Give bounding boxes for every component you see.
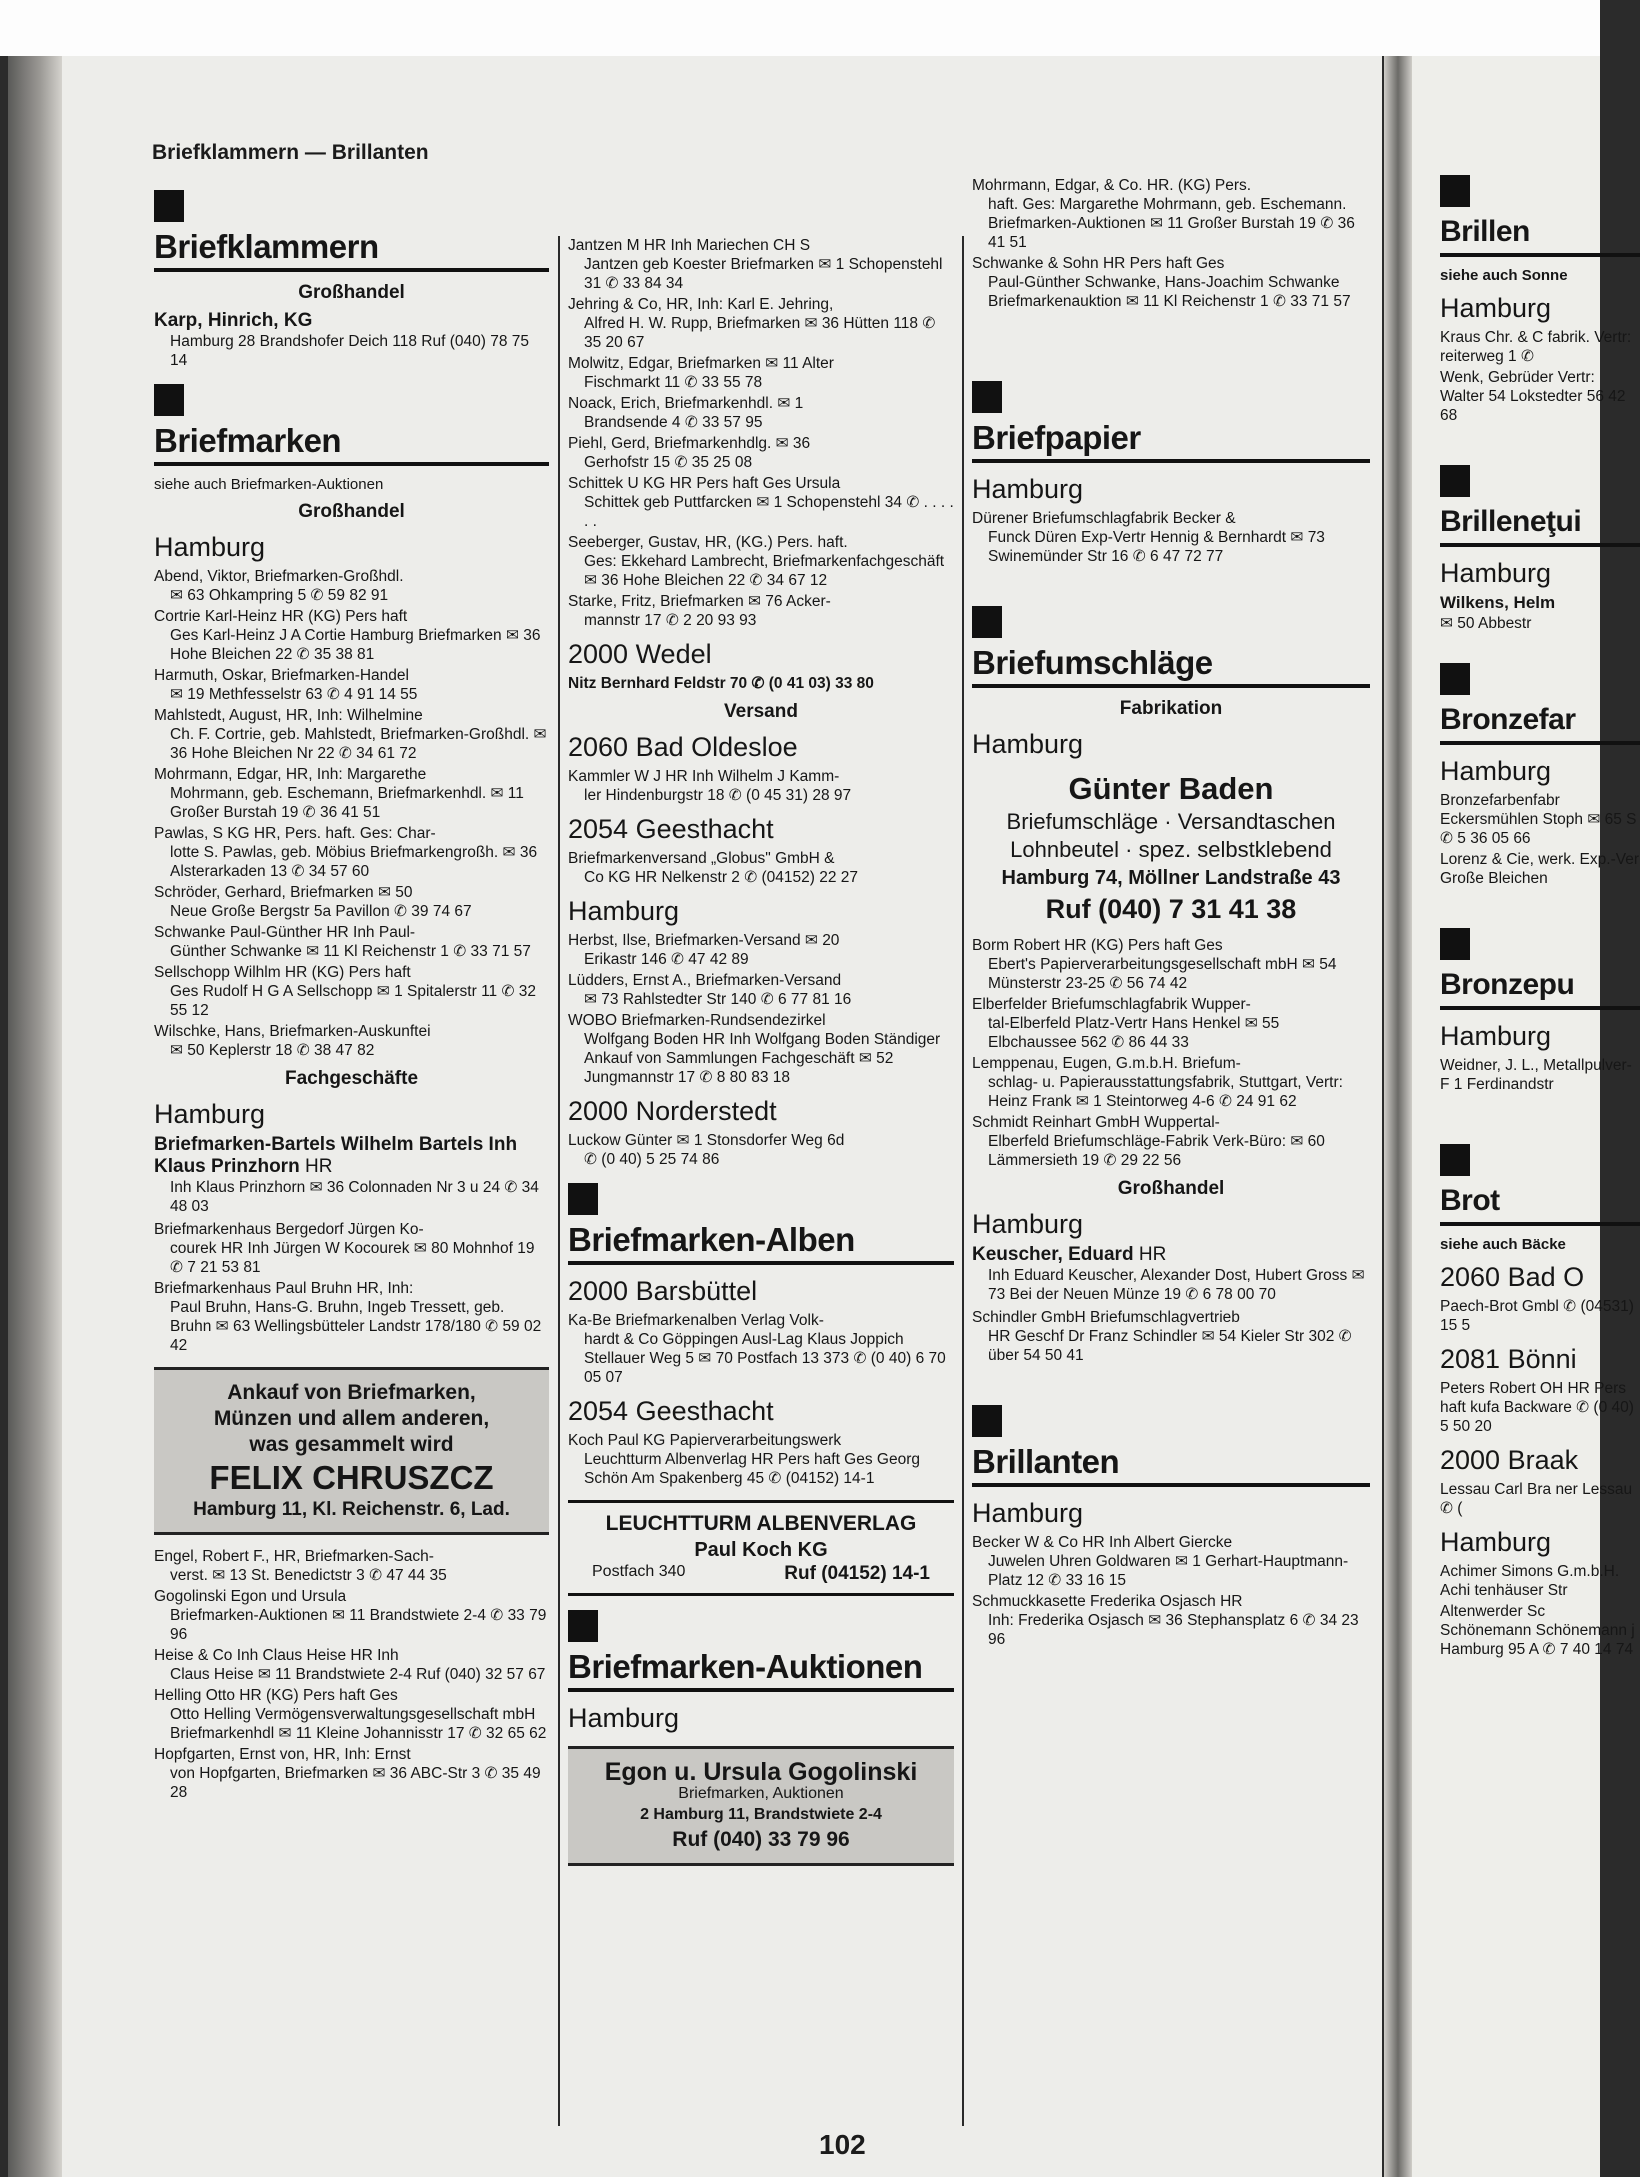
- scan-background: [0, 0, 1600, 56]
- listing-entry: Molwitz, Edgar, Briefmarken ✉ 11 Alter Fischmarkt 11 ✆ 33 55 78: [568, 355, 834, 391]
- cross-reference: siehe auch Bäcke: [1440, 1236, 1566, 1253]
- listing-entry: Borm Robert HR (KG) Pers haft Ges Ebert's Papierverarbeitungsgesellschaft mbH ✉ 54 Münsterstr 23-25 ✆ 56 74 42: [972, 937, 1337, 992]
- listing-entry: Heise & Co Inh Claus Heise HR Inh Claus Heise ✉ 11 Brandstwiete 2-4 Ruf (040) 32 57 67: [154, 1647, 546, 1683]
- listing-group: [568, 236, 954, 630]
- subheading: Großhandel: [298, 282, 405, 303]
- section-marker: [1440, 663, 1470, 695]
- listing-entry: Harmuth, Oskar, Briefmarken-Handel ✉ 19 Methfesselstr 63 ✆ 4 91 14 55: [154, 667, 418, 703]
- city-heading: Hamburg: [972, 474, 1084, 504]
- listing-entry: Wilschke, Hans, Briefmarken-Auskunftei ✉ 50 Keplerstr 18 ✆ 38 47 82: [154, 1023, 431, 1059]
- city-heading: 2000 Norderstedt: [568, 1096, 777, 1126]
- section-heading: Brillanten: [972, 1443, 1370, 1487]
- listing-group: [154, 567, 549, 1060]
- city-heading: Hamburg: [568, 1703, 680, 1733]
- subheading: Großhandel: [1117, 1178, 1225, 1199]
- section-marker: [1440, 1144, 1470, 1176]
- listing-entry: Becker W & Co HR Inh Albert Giercke Juwelen Uhren Goldwaren ✉ 1 Gerhart-Hauptmann-Platz 12 ✆ 33 16 15: [972, 1534, 1349, 1589]
- listing-entry: Paech-Brot Gmbl ✆ (04531) 15 5: [1440, 1298, 1634, 1334]
- cross-reference: siehe auch Sonne: [1440, 267, 1568, 284]
- city-heading: 2054 Geesthacht: [568, 814, 774, 844]
- listing-entry: Briefmarkenhaus Paul Bruhn HR, Inh: Paul Bruhn, Hans-G. Bruhn, Ingeb Tressett, geb. Bruhn ✉ 63 Wellingsbütteler Landstr 178/180 ✆ 59 02 42: [154, 1280, 542, 1354]
- city-heading: 2054 Geesthacht: [568, 1396, 774, 1426]
- city-heading: Hamburg: [1440, 293, 1552, 323]
- listing-entry: Schittek U KG HR Pers haft Ges Ursula Schittek geb Puttfarcken ✉ 1 Schopenstehl 34 ✆ . . . . . .: [568, 475, 954, 530]
- city-heading: Hamburg: [1440, 756, 1552, 786]
- city-heading: Hamburg: [972, 729, 1084, 759]
- advertisement-box: Ankauf von Briefmarken, Münzen und allem anderen, was gesammelt wird FELIX CHRUSZCZ Hamburg 11, Kl. Reichenstr. 6, Lad.: [154, 1367, 549, 1535]
- city-heading: Hamburg: [972, 1209, 1084, 1239]
- listing-entry: Sellschopp Wilhlm HR (KG) Pers haft Ges Rudolf H G A Sellschopp ✉ 1 Spitalerstr 11 ✆ 32 55 12: [154, 964, 537, 1019]
- subheading: Fabrikation: [1119, 698, 1223, 719]
- city-heading: Hamburg: [1440, 1527, 1552, 1557]
- listing-entry: Schwanke Paul-Günther HR Inh Paul- Günther Schwanke ✉ 11 Kl Reichenstr 1 ✆ 33 71 57: [154, 924, 531, 960]
- listing-group: [154, 1220, 549, 1355]
- listing-entry: Kammler W J HR Inh Wilhelm J Kamm- ler Hindenburgstr 18 ✆ (0 45 31) 28 97: [568, 768, 852, 804]
- listing-entry: ✉ 50 Abbestr: [1440, 615, 1532, 632]
- listing-entry: Pawlas, S KG HR, Pers. haft. Ges: Char- lotte S. Pawlas, geb. Möbius Briefmarkengroßh. ✉ 36 Alsterarkaden 13 ✆ 34 57 60: [154, 825, 538, 880]
- cross-reference: siehe auch Briefmarken-Auktionen: [154, 476, 384, 493]
- listing-entry: Jehring & Co, HR, Inh: Karl E. Jehring, Alfred H. W. Rupp, Briefmarken ✉ 36 Hütten 118 ✆ 35 20 67: [568, 296, 936, 351]
- listing-entry: Luckow Günter ✉ 1 Stonsdorfer Weg 6d ✆ (0 40) 5 25 74 86: [568, 1132, 845, 1168]
- listing-entry: Abend, Viktor, Briefmarken-Großhdl. ✉ 63 Ohkampring 5 ✆ 59 82 91: [154, 568, 404, 604]
- listing-entry: Schmuckkasette Frederika Osjasch HR Inh: Frederika Osjasch ✉ 36 Stephansplatz 6 ✆ 34 23 96: [972, 1593, 1359, 1648]
- listing-entry: Altenwerder Sc Schönemann Schönemann j Hamburg 95 A ✆ 7 40 14 74: [1440, 1603, 1635, 1658]
- city-heading: 2081 Bönni: [1440, 1344, 1577, 1374]
- listing-entry: Wilkens, Helm: [1440, 593, 1556, 612]
- listing-entry: Koch Paul KG Papierverarbeitungswerk Leuchtturm Albenverlag HR Pers haft Ges Georg Schön Am Spakenberg 45 ✆ (04152) 14-1: [568, 1432, 920, 1487]
- listing-entry: Cortrie Karl-Heinz HR (KG) Pers haft Ges Karl-Heinz J A Cortie Hamburg Briefmarken ✉ 36 Hohe Bleichen 22 ✆ 35 38 81: [154, 608, 541, 663]
- section-marker: [568, 1610, 598, 1642]
- column-4: [1440, 161, 1640, 1661]
- listing-entry: Herbst, Ilse, Briefmarken-Versand ✉ 20 Erikastr 146 ✆ 47 42 89: [568, 932, 840, 968]
- listing-entry: Seeberger, Gustav, HR, (KG.) Pers. haft. Ges: Ekkehard Lambrecht, Briefmarkenfachgeschäft ✉ 36 Hohe Bleichen 22 ✆ 34 67 12: [568, 534, 945, 589]
- listing-entry: Weidner, J. L., Metallpulver-F 1 Ferdinandstr: [1440, 1057, 1632, 1093]
- listing-entry: Piehl, Gerd, Briefmarkenhdlg. ✉ 36 Gerhofstr 15 ✆ 35 25 08: [568, 435, 811, 471]
- subheading: Großhandel: [298, 501, 405, 522]
- listing-entry: Helling Otto HR (KG) Pers haft Ges Otto Helling Vermögensverwaltungsgesellschaft mbH Briefmarkenhdl ✉ 11 Kleine Johannisstr 17 ✆ 32 65 62: [154, 1687, 547, 1742]
- listing-entry: Starke, Fritz, Briefmarken ✉ 76 Acker- mannstr 17 ✆ 2 20 93 93: [568, 593, 831, 629]
- listing-entry: Mohrmann, Edgar, & Co. HR. (KG) Pers. haft. Ges: Margarethe Mohrmann, geb. Eschemann. Briefmarken-Auktionen ✉ 11 Großer Burstah 19 ✆ 36 41 51: [972, 177, 1355, 251]
- book-edge: [8, 56, 62, 2177]
- listing-group: [972, 176, 1370, 311]
- listing-entry: Noack, Erich, Briefmarkenhdl. ✉ 1 Brandsende 4 ✆ 33 57 95: [568, 395, 804, 431]
- listing-entry: Mahlstedt, August, HR, Inh: Wilhelmine Ch. F. Cortrie, geb. Mahlstedt, Briefmarken-Großhdl. ✉ 36 Hohe Bleichen Nr 22 ✆ 34 61 72: [154, 707, 547, 762]
- listing-group: [972, 936, 1370, 1170]
- listing-entry: Schindler GmbH Briefumschlagvertrieb HR Geschf Dr Franz Schindler ✉ 54 Kieler Str 302 ✆ über 54 50 41: [972, 1309, 1352, 1364]
- listing-entry: Lorenz & Cie, werk. Exp.-Ver Große Bleichen: [1440, 851, 1639, 887]
- section-heading: Bronzefar: [1440, 701, 1640, 745]
- listing-entry: Keuscher, Eduard HR Inh Eduard Keuscher, Alexander Dost, Hubert Gross ✉ 73 Bei der Neuen Münze 19 ✆ 6 78 00 70: [972, 1244, 1365, 1303]
- listing-entry: Briefmarken-Bartels Wilhelm Bartels Inh Klaus Prinzhorn HR Inh Klaus Prinzhorn ✉ 36 Colonnaden Nr 3 u 24 ✆ 34 48 03: [154, 1134, 539, 1215]
- city-heading: 2000 Barsbüttel: [568, 1276, 758, 1306]
- section-heading: Brot: [1440, 1182, 1640, 1226]
- city-heading: Hamburg: [568, 896, 680, 926]
- listing-entry: Schmidt Reinhart GmbH Wuppertal- Elberfeld Briefumschläge-Fabrik Verk-Büro: ✉ 60 Lämmersieth 19 ✆ 29 22 56: [972, 1114, 1325, 1169]
- column-2: [568, 176, 954, 1878]
- advertisement-box: LEUCHTTURM ALBENVERLAG Paul Koch KG Postfach 340 Ruf (04152) 14-1: [568, 1500, 954, 1596]
- section-marker: [1440, 928, 1470, 960]
- book-gutter: [1384, 56, 1412, 2177]
- listing-entry: Achimer Simons G.m.b.H. Achi tenhäuser Str: [1440, 1563, 1620, 1599]
- city-heading: 2000 Wedel: [568, 639, 712, 669]
- section-marker: [568, 1183, 598, 1215]
- listing-entry: Mohrmann, Edgar, HR, Inh: Margarethe Mohrmann, geb. Eschemann, Briefmarkenhdl. ✉ 11 Großer Burstah 19 ✆ 36 41 51: [154, 766, 524, 821]
- subheading: Fachgeschäfte: [284, 1068, 419, 1089]
- city-heading: 2060 Bad Oldesloe: [568, 732, 798, 762]
- facing-page: [1412, 56, 1639, 2177]
- section-heading: Briefumschläge: [972, 644, 1370, 688]
- listing-entry: Hopfgarten, Ernst von, HR, Inh: Ernst von Hopfgarten, Briefmarken ✉ 36 ABC-Str 3 ✆ 35 49 28: [154, 1746, 541, 1801]
- listing-entry: Gogolinski Egon und Ursula Briefmarken-Auktionen ✉ 11 Brandstwiete 2-4 ✆ 33 79 96: [154, 1588, 547, 1643]
- column-rule: [962, 236, 964, 2126]
- city-heading: Hamburg: [154, 1099, 266, 1129]
- running-head: Briefklammern — Brillanten: [152, 141, 429, 164]
- advertisement: Günter Baden Briefumschläge · Versandtaschen Lohnbeutel · spez. selbstklebend Hamburg 74, Möllner Landstraße 43 Ruf (040) 7 31 41 38: [1001, 771, 1341, 924]
- city-heading: 2000 Braak: [1440, 1445, 1579, 1475]
- section-heading: Briefmarken-Alben: [568, 1221, 954, 1265]
- listing-entry: Lüdders, Ernst A., Briefmarken-Versand ✉ 73 Rahlstedter Str 140 ✆ 6 77 81 16: [568, 972, 852, 1008]
- column-3: [972, 176, 1370, 1651]
- listing-entry: Briefmarkenhaus Bergedorf Jürgen Ko- courek HR Inh Jürgen W Kocourek ✉ 80 Mohnhof 19 ✆ 7 21 53 81: [154, 1221, 535, 1276]
- listing-entry: Engel, Robert F., HR, Briefmarken-Sach- verst. ✉ 13 St. Benedictstr 3 ✆ 47 44 35: [154, 1548, 447, 1584]
- page-number: 102: [819, 2129, 866, 2160]
- listing-entry: Kraus Chr. & C fabrik. Vertr: reiterweg 1 ✆: [1440, 329, 1632, 365]
- listing-entry: Briefmarkenversand „Globus" GmbH & Co KG HR Nelkenstr 2 ✆ (04152) 22 27: [568, 850, 859, 886]
- listing-entry: Lemppenau, Eugen, G.m.b.H. Briefum- schlag- u. Papierausstattungsfabrik, Stuttgart, Vertr: Heinz Frank ✉ 1 Steintorweg 4-6 ✆ 24 91 62: [972, 1055, 1343, 1110]
- listing-entry: Ka-Be Briefmarkenalben Verlag Volk- hardt & Co Göppingen Ausl-Lag Klaus Joppich Stellauer Weg 5 ✉ 70 Postfach 13 373 ✆ (0 40) 6 70 05 07: [568, 1312, 946, 1386]
- advertisement-box: Egon u. Ursula Gogolinski Briefmarken, Auktionen 2 Hamburg 11, Brandstwiete 2-4 Ruf (040) 33 79 96: [568, 1746, 954, 1866]
- city-heading: Hamburg: [1440, 558, 1552, 588]
- section-marker: [1440, 175, 1470, 207]
- column-rule: [558, 236, 560, 2126]
- listing-entry: Wenk, Gebrüder Vertr: Walter 54 Lokstedter 56 42 68: [1440, 369, 1626, 424]
- listing-entry: Schwanke & Sohn HR Pers haft Ges Paul-Günther Schwanke, Hans-Joachim Schwanke Briefmarkenauktion ✉ 11 Kl Reichenstr 1 ✆ 33 71 57: [972, 255, 1351, 310]
- column-1: [154, 176, 549, 1804]
- city-heading: Hamburg: [1440, 1021, 1552, 1051]
- section-heading: Briefmarken: [154, 422, 549, 466]
- listing-entry: Bronzefarbenfabr Eckersmühlen Stoph ✉ 65 S ✆ 5 36 05 66: [1440, 792, 1637, 847]
- listing-entry: WOBO Briefmarken-Rundsendezirkel Wolfgang Boden HR Inh Wolfgang Boden Ständiger Ankauf von Sammlungen Fachgeschäft ✉ 52 Jungmannstr 17 ✆ 8 80 83 18: [568, 1012, 941, 1086]
- section-marker: [972, 381, 1002, 413]
- listing-entry: Dürener Briefumschlagfabrik Becker & Funck Düren Exp-Vertr Hennig & Bernhardt ✉ 73 Swinemünder Str 16 ✆ 6 47 72 77: [972, 510, 1325, 565]
- listing-entry: Schröder, Gerhard, Briefmarken ✉ 50 Neue Große Bergstr 5a Pavillon ✆ 39 74 67: [154, 884, 472, 920]
- section-marker: [154, 384, 184, 416]
- listing-entry: Elberfelder Briefumschlagfabrik Wupper- tal-Elberfeld Platz-Vertr Hans Henkel ✉ 55 Elbchaussee 562 ✆ 86 44 33: [972, 996, 1280, 1051]
- section-heading: Bronzepu: [1440, 966, 1640, 1010]
- listing-entry: Peters Robert OH HR Pers haft kufa Backware ✆ (0 40) 5 50 20: [1440, 1380, 1634, 1435]
- city-heading: Hamburg: [154, 532, 266, 562]
- listing-entry: Lessau Carl Bra ner Lessau ✆ (: [1440, 1481, 1633, 1517]
- directory-page: [62, 56, 1382, 2177]
- listing-entry: Nitz Bernhard Feldstr 70 ✆ (0 41 03) 33 80: [568, 675, 874, 692]
- section-heading: Brilleneţui: [1440, 503, 1640, 547]
- city-heading: Hamburg: [972, 1498, 1084, 1528]
- section-heading: Briefmarken-Auktionen: [568, 1648, 954, 1692]
- section-heading: Briefpapier: [972, 419, 1370, 463]
- section-marker: [154, 190, 184, 222]
- section-heading: Briefklammern: [154, 228, 549, 272]
- section-marker: [972, 1405, 1002, 1437]
- listing-group: [568, 931, 954, 1087]
- listing-entry: Karp, Hinrich, KG Hamburg 28 Brandshofer Deich 118 Ruf (040) 78 75 14: [154, 310, 530, 369]
- section-marker: [972, 606, 1002, 638]
- subheading: Versand: [724, 701, 798, 722]
- section-marker: [1440, 465, 1470, 497]
- listing-group: [154, 1547, 549, 1802]
- listing-entry: Jantzen M HR Inh Mariechen CH S Jantzen geb Koester Briefmarken ✉ 1 Schopenstehl 31 ✆ 33 84 34: [568, 237, 943, 292]
- city-heading: 2060 Bad O: [1440, 1262, 1585, 1292]
- section-heading: Brillen: [1440, 213, 1640, 257]
